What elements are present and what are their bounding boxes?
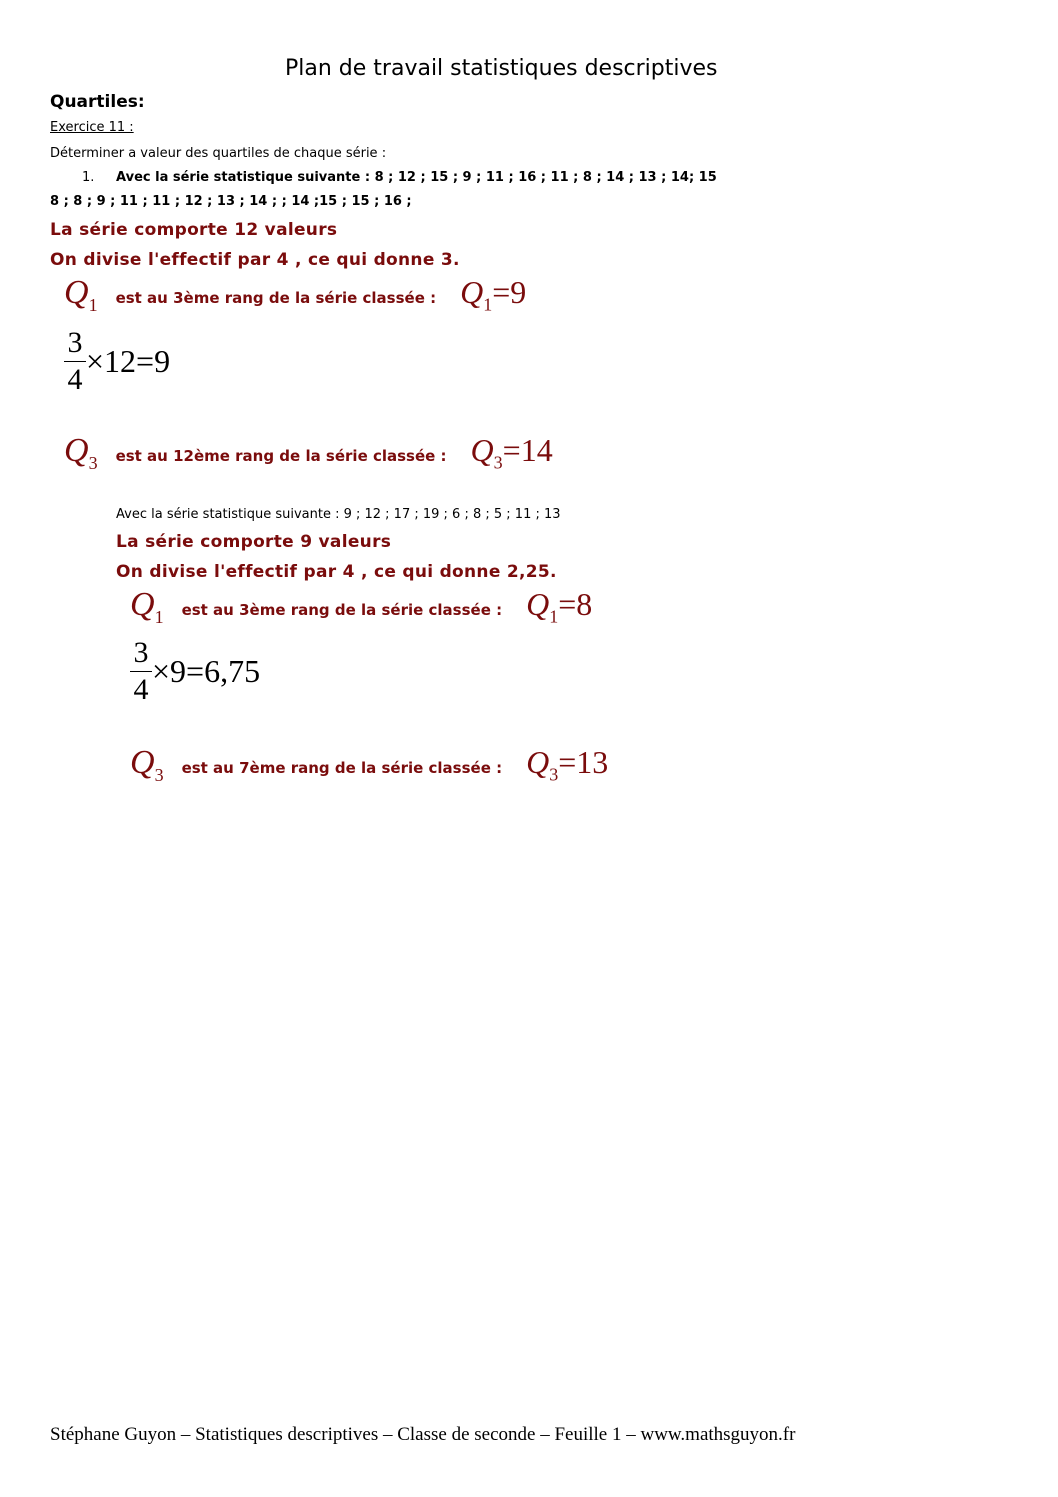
divide-1: On divise l'effectif par 4 , ce qui donne 3. (50, 250, 460, 270)
q1-result: $Q_1=8$ (526, 586, 593, 627)
q1-desc: est au 3ème rang de la série classée : (115, 289, 437, 307)
exercise-label: Exercice 11 : (50, 120, 134, 135)
count-2: La série comporte 9 valeurs (116, 532, 392, 552)
fraction-calc-2: $\frac{3}{4}$ ×9=6,75 (130, 638, 260, 705)
q1-desc: est au 3ème rang de la série classée : (181, 601, 503, 619)
q1-symbol: $Q_1$ (64, 274, 98, 315)
item-number: 1. (82, 170, 95, 185)
q3-desc: est au 12ème rang de la série classée : (115, 447, 447, 465)
q1-result: $Q_1=9$ (460, 274, 527, 315)
series-1: Avec la série statistique suivante : 8 ; 12 ; 15 ; 9 ; 11 ; 16 ; 11 ; 8 ; 14 ; 13 ; 14; 15 (116, 170, 717, 185)
q3-desc: est au 7ème rang de la série classée : (181, 759, 503, 777)
page-footer: Stéphane Guyon – Statistiques descriptives – Classe de seconde – Feuille 1 – www.mathsguyon.fr (50, 1424, 796, 1445)
q3-result: $Q_3=14$ (470, 432, 553, 473)
section-heading: Quartiles: (50, 92, 145, 112)
q3-line-2 (130, 744, 608, 786)
count-1: La série comporte 12 valeurs (50, 220, 338, 240)
q3-line-1 (64, 432, 553, 474)
instruction: Déterminer a valeur des quartiles de chaque série : (50, 146, 387, 161)
q3-symbol: $Q_3$ (64, 432, 98, 473)
q1-symbol: $Q_1$ (130, 586, 164, 627)
series-2: Avec la série statistique suivante : 9 ; 12 ; 17 ; 19 ; 6 ; 8 ; 5 ; 11 ; 13 (116, 507, 561, 522)
q1-line-1 (64, 274, 526, 316)
sorted-series-1: 8 ; 8 ; 9 ; 11 ; 11 ; 12 ; 13 ; 14 ; ; 14 ;15 ; 15 ; 16 ; (50, 194, 412, 209)
fraction-calc-1: $\frac{3}{4}$ ×12=9 (64, 328, 170, 395)
q3-result: $Q_3=13$ (526, 744, 609, 785)
q3-symbol: $Q_3$ (130, 744, 164, 785)
page-title: Plan de travail statistiques descriptives (285, 56, 718, 81)
q1-line-2 (130, 586, 592, 628)
divide-2: On divise l'effectif par 4 , ce qui donne 2,25. (116, 562, 557, 582)
